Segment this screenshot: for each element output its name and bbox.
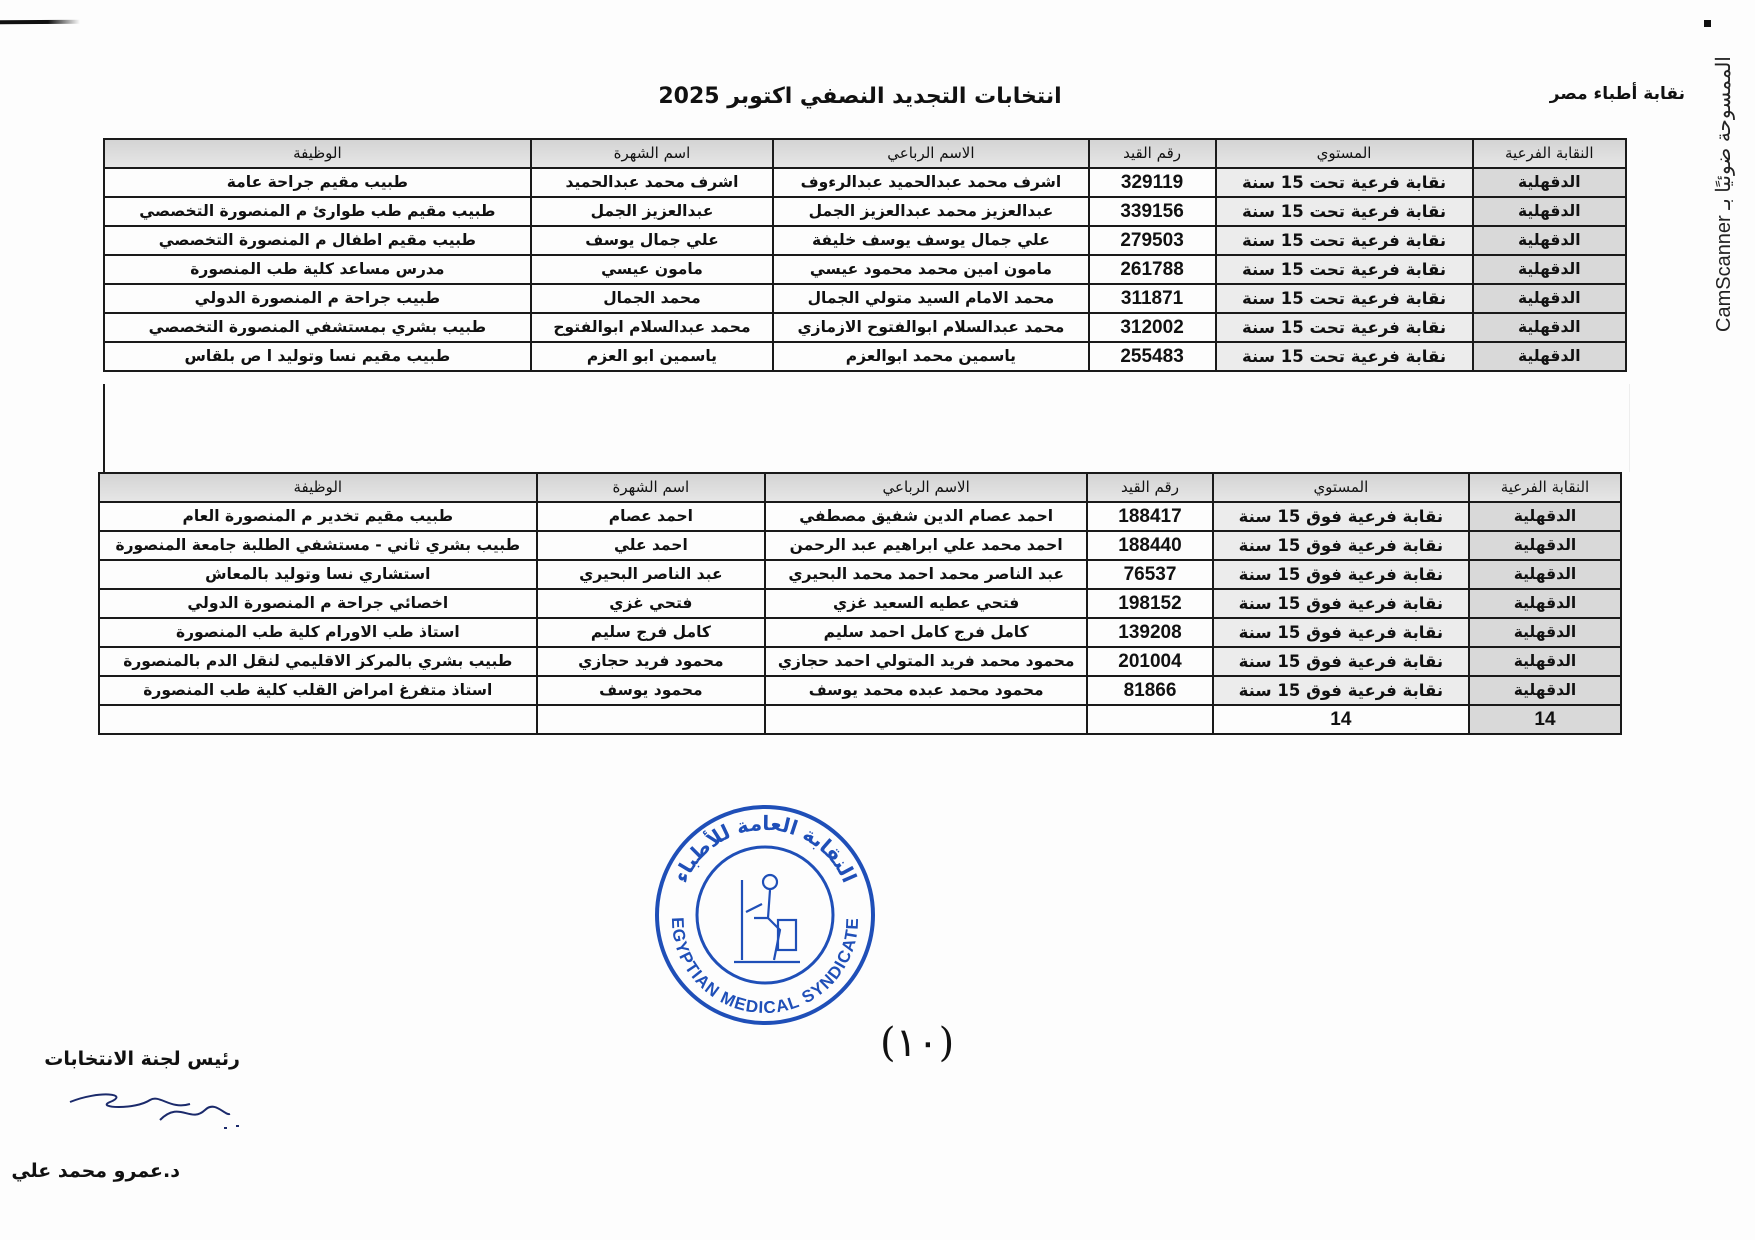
syndicate-stamp [650, 800, 880, 1030]
header-branch: النقابة الفرعية [1469, 473, 1621, 502]
table-row [104, 284, 1626, 313]
table-row [99, 502, 1621, 531]
cell-branch: الدقهلية [1469, 676, 1621, 705]
cell-full-name: محمد الامام السيد متولي الجمال [773, 284, 1088, 313]
cell-full-name: ياسمين محمد ابوالعزم [773, 342, 1088, 371]
header-job: الوظيفة [99, 473, 537, 502]
cell-known-name: محمود يوسف [537, 676, 765, 705]
cell-reg-no: 198152 [1087, 589, 1213, 618]
cell-reg-no: 139208 [1087, 618, 1213, 647]
cell-level: نقابة فرعية فوق 15 سنة [1213, 531, 1469, 560]
cell-full-name: محمود محمد فريد المتولي احمد حجازي [765, 647, 1087, 676]
header-job: الوظيفة [104, 139, 531, 168]
header-full-name: الاسم الرباعي [773, 139, 1088, 168]
cell-job: استاذ طب الاورام كلية طب المنصورة [99, 618, 537, 647]
cell-known-name: محمود فريد حجازي [537, 647, 765, 676]
cell-branch: الدقهلية [1473, 342, 1626, 371]
table-row [104, 197, 1626, 226]
candidates-table-under-15 [103, 138, 1627, 372]
cell-level: نقابة فرعية تحت 15 سنة [1216, 226, 1473, 255]
cell-reg-no: 261788 [1089, 255, 1216, 284]
svg-text:النقابة العامة للأطباء: النقابة العامة للأطباء [668, 810, 862, 887]
page-title: انتخابات التجديد النصفي اكتوبر 2025 [658, 84, 1062, 109]
table-gap [103, 384, 1630, 472]
cell-full-name: عبد الناصر محمد احمد محمد البحيري [765, 560, 1087, 589]
cell-level: نقابة فرعية تحت 15 سنة [1216, 313, 1473, 342]
totals-row [99, 705, 1621, 734]
cell-job: استشاري نسا وتوليد بالمعاش [99, 560, 537, 589]
cell-level: نقابة فرعية تحت 15 سنة [1216, 255, 1473, 284]
cell-branch: الدقهلية [1473, 284, 1626, 313]
header-reg-no: رقم القيد [1087, 473, 1213, 502]
cell-branch: الدقهلية [1473, 313, 1626, 342]
cell-reg-no: 311871 [1089, 284, 1216, 313]
total-known-name [537, 705, 765, 734]
cell-job: اخصائي جراحة م المنصورة الدولي [99, 589, 537, 618]
total-reg-no [1087, 705, 1213, 734]
cell-job: طبيب مقيم تخدير م المنصورة العام [99, 502, 537, 531]
cell-reg-no: 329119 [1089, 168, 1216, 197]
total-level-count: 14 [1213, 705, 1469, 734]
total-full-name [765, 705, 1087, 734]
cell-full-name: محمد عبدالسلام ابوالفتوح الازمازي [773, 313, 1088, 342]
table-row [104, 168, 1626, 197]
cell-level: نقابة فرعية تحت 15 سنة [1216, 284, 1473, 313]
scan-marker [1704, 20, 1711, 27]
table-row [104, 313, 1626, 342]
cell-branch: الدقهلية [1473, 197, 1626, 226]
cell-known-name: كامل فرج سليم [537, 618, 765, 647]
cell-full-name: عبدالعزيز محمد عبدالعزيز الجمل [773, 197, 1088, 226]
cell-known-name: محمد الجمال [531, 284, 773, 313]
cell-job: مدرس مساعد كلية طب المنصورة [104, 255, 531, 284]
table-row [104, 255, 1626, 284]
signatory-name: د.عمرو محمد علي [11, 1160, 180, 1182]
cell-job: طبيب مقيم طب طوارئ م المنصورة التخصصي [104, 197, 531, 226]
cell-known-name: عبدالعزيز الجمل [531, 197, 773, 226]
total-branch-count: 14 [1469, 705, 1621, 734]
cell-full-name: محمود محمد عبده محمد يوسف [765, 676, 1087, 705]
header-known-name: اسم الشهرة [537, 473, 765, 502]
cell-job: طبيب مقيم جراحة عامة [104, 168, 531, 197]
table-row [104, 226, 1626, 255]
cell-level: نقابة فرعية تحت 15 سنة [1216, 168, 1473, 197]
cell-known-name: علي جمال يوسف [531, 226, 773, 255]
cell-full-name: علي جمال يوسف يوسف خليفة [773, 226, 1088, 255]
cell-full-name: اشرف محمد عبدالحميد عبدالرءوف [773, 168, 1088, 197]
cell-job: طبيب مقيم نسا وتوليد ا ص بلقاس [104, 342, 531, 371]
cell-full-name: فتحي عطيه السعيد غزي [765, 589, 1087, 618]
cell-reg-no: 81866 [1087, 676, 1213, 705]
cell-reg-no: 312002 [1089, 313, 1216, 342]
table-header-row [99, 473, 1621, 502]
cell-branch: الدقهلية [1469, 589, 1621, 618]
cell-level: نقابة فرعية فوق 15 سنة [1213, 589, 1469, 618]
cell-known-name: عبد الناصر البحيري [537, 560, 765, 589]
cell-reg-no: 188417 [1087, 502, 1213, 531]
cell-reg-no: 188440 [1087, 531, 1213, 560]
cell-level: نقابة فرعية فوق 15 سنة [1213, 618, 1469, 647]
header-level: المستوي [1216, 139, 1473, 168]
cell-branch: الدقهلية [1473, 255, 1626, 284]
handwritten-signature-icon [40, 1080, 250, 1140]
total-job [99, 705, 537, 734]
cell-level: نقابة فرعية تحت 15 سنة [1216, 342, 1473, 371]
cell-job: طبيب مقيم اطفال م المنصورة التخصصي [104, 226, 531, 255]
cell-branch: الدقهلية [1469, 531, 1621, 560]
cell-reg-no: 279503 [1089, 226, 1216, 255]
cell-full-name: احمد محمد علي ابراهيم عبد الرحمن [765, 531, 1087, 560]
table-header-row [104, 139, 1626, 168]
cell-reg-no: 76537 [1087, 560, 1213, 589]
cell-job: طبيب بشري بمستشفي المنصورة التخصصي [104, 313, 531, 342]
cell-level: نقابة فرعية فوق 15 سنة [1213, 647, 1469, 676]
cell-job: استاذ متفرغ امراض القلب كلية طب المنصورة [99, 676, 537, 705]
candidates-table-over-15 [98, 472, 1622, 735]
cell-full-name: كامل فرج كامل احمد سليم [765, 618, 1087, 647]
table-row [99, 531, 1621, 560]
cell-known-name: فتحي غزي [537, 589, 765, 618]
cell-known-name: اشرف محمد عبدالحميد [531, 168, 773, 197]
cell-level: نقابة فرعية تحت 15 سنة [1216, 197, 1473, 226]
signature-title: رئيس لجنة الانتخابات [44, 1048, 240, 1070]
cell-branch: الدقهلية [1469, 647, 1621, 676]
scan-edge-line [0, 20, 80, 24]
page-number: (١٠) [880, 1020, 955, 1066]
cell-job: طبيب جراحة م المنصورة الدولي [104, 284, 531, 313]
table-row [99, 647, 1621, 676]
cell-branch: الدقهلية [1469, 502, 1621, 531]
cell-level: نقابة فرعية فوق 15 سنة [1213, 502, 1469, 531]
header-full-name: الاسم الرباعي [765, 473, 1087, 502]
cell-job: طبيب بشري بالمركز الاقليمي لنقل الدم بالمنصورة [99, 647, 537, 676]
cell-full-name: احمد عصام الدين شفيق مصطفي [765, 502, 1087, 531]
header-reg-no: رقم القيد [1089, 139, 1216, 168]
cell-full-name: مامون امين محمد محمود عيسي [773, 255, 1088, 284]
header-branch: النقابة الفرعية [1473, 139, 1626, 168]
header-level: المستوي [1213, 473, 1469, 502]
cell-job: طبيب بشري ثاني - مستشفي الطلبة جامعة المنصورة [99, 531, 537, 560]
header-known-name: اسم الشهرة [531, 139, 773, 168]
cell-reg-no: 201004 [1087, 647, 1213, 676]
table-row [104, 342, 1626, 371]
table-row [99, 560, 1621, 589]
cell-level: نقابة فرعية فوق 15 سنة [1213, 676, 1469, 705]
cell-level: نقابة فرعية فوق 15 سنة [1213, 560, 1469, 589]
cell-reg-no: 339156 [1089, 197, 1216, 226]
camscanner-watermark: الممسوحة ضوئيًا بـ CamScanner [1713, 56, 1735, 332]
cell-known-name: احمد عصام [537, 502, 765, 531]
table-row [99, 676, 1621, 705]
cell-known-name: احمد علي [537, 531, 765, 560]
cell-known-name: مامون عيسي [531, 255, 773, 284]
cell-branch: الدقهلية [1473, 168, 1626, 197]
org-name: نقابة أطباء مصر [1549, 84, 1685, 104]
cell-branch: الدقهلية [1473, 226, 1626, 255]
cell-branch: الدقهلية [1469, 560, 1621, 589]
table-row [99, 589, 1621, 618]
table-row [99, 618, 1621, 647]
cell-reg-no: 255483 [1089, 342, 1216, 371]
cell-known-name: محمد عبدالسلام ابوالفتوح [531, 313, 773, 342]
cell-known-name: ياسمين ابو العزم [531, 342, 773, 371]
svg-text:EGYPTIAN MEDICAL SYNDICATE: EGYPTIAN MEDICAL SYNDICATE [667, 916, 863, 1018]
stamp-seal-icon [650, 800, 880, 1030]
cell-branch: الدقهلية [1469, 618, 1621, 647]
